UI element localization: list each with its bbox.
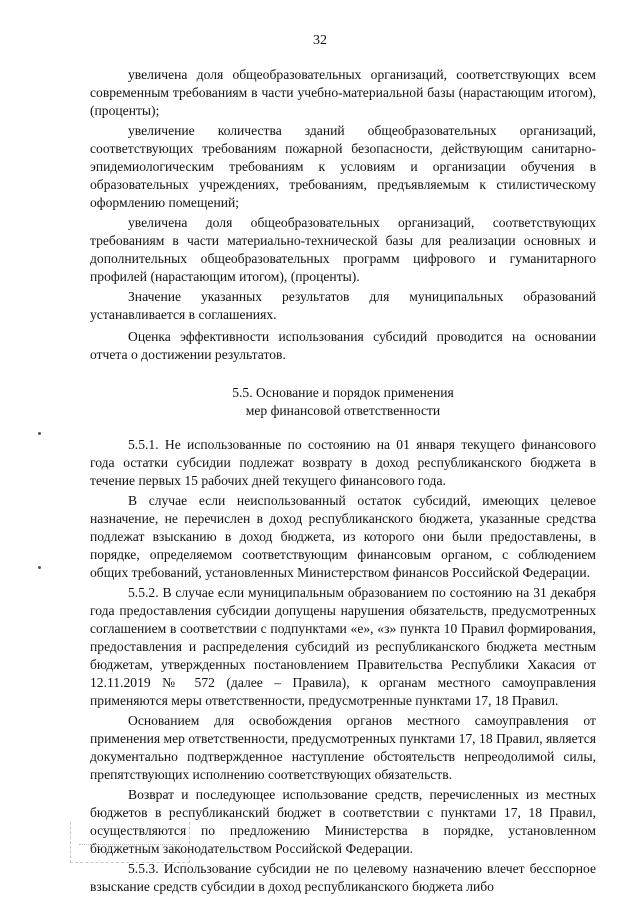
paragraph-efficiency-assessment: Оценка эффективности использования субсидий проводится на основании отчета о достижении результатов. — [90, 329, 596, 362]
paragraph-5-5-1: 5.5.1. Не использованные по состоянию на 01 января текущего финансового года остатки субсидии подлежат возврату в доход республиканского бюджета в течение первых 15 рабочих дней текущего финансового года. — [90, 437, 596, 488]
section-heading-line2: мер финансовой ответственности — [245, 403, 441, 418]
paragraph-unused-balance: В случае если неиспользованный остаток субсидий, имеющих целевое назначение, не перечислен в доход республиканского бюджета, указанные средства подлежат взысканию в доход бюджета, из которого они были предоставлены, в порядке, определяемом соответствующим финансовым органом, с соблюдением общих требований, установленных Министерством финансов Российской Федерации. — [90, 493, 596, 580]
page-number: 32 — [313, 33, 327, 48]
paragraph-buildings-safety: увеличение количества зданий общеобразовательных организаций, соответствующих требованиям пожарной безопасности, действующим санитарно-эпидемиологическим требованиям к условиям и организации обучения в образовательных учреждениях, требованиям, предъявляемым к стилистическому оформлению помещений; — [90, 123, 596, 210]
paragraph-exemption-basis: Основанием для освобождения органов местного самоуправления от применения мер ответственности, предусмотренных пунктами 17, 18 Правил, является документально подтвержденное наступление обстоятельств непреодолимой силы, препятствующих исполнению соответствующих обязательств. — [90, 713, 596, 782]
paragraph-share-material-base: увеличена доля общеобразовательных организаций, соответствующих всем современным требованиям в части учебно-материальной базы (нарастающим итогом), (проценты); — [90, 67, 596, 118]
section-heading-line1: 5.5. Основание и порядок применения — [232, 385, 454, 400]
paragraph-5-5-3: 5.5.3. Использование субсидии не по целевому назначению влечет бесспорное взыскание средств субсидии в доход республиканского бюджета либо — [90, 861, 596, 894]
paragraph-5-5-2: 5.5.2. В случае если муниципальным образованием по состоянию на 31 декабря года предоставления субсидии допущены нарушения обязательств, предусмотренных соглашением в соответствии с подпунктами «е», «з» пункта 10 Правил формирования, предоставления и распределения субсидий из республиканского бюджета местным бюджетам, утвержденных постановлением Правительства Республики Хакасия от 12.11.2019 № 572 (далее – Правила), к органам местного самоуправления применяются меры ответственности, предусмотренные пунктами 17, 18 Правил. — [90, 585, 596, 708]
paragraph-refund-usage: Возврат и последующее использование средств, перечисленных из местных бюджетов в республиканский бюджет в соответствии с пунктами 17, 18 Правил, осуществляются по предложению Министерства в порядке, установленном бюджетным законодательством Российской Федерации. — [90, 787, 596, 856]
section-heading — [90, 384, 596, 420]
paragraph-share-technical-base: увеличена доля общеобразовательных организаций, соответствующих требованиям в части материально-технической базы для реализации основных и дополнительных общеобразовательных программ цифрового и гуманитарного профилей (нарастающим итогом), (проценты). — [90, 215, 596, 284]
top-text-block — [90, 66, 596, 898]
margin-dot — [38, 432, 41, 435]
paragraph-results-values: Значение указанных результатов для муниципальных образований устанавливается в соглашениях. — [90, 289, 596, 322]
faint-stamp-mark — [70, 822, 190, 863]
margin-dot — [38, 566, 41, 569]
